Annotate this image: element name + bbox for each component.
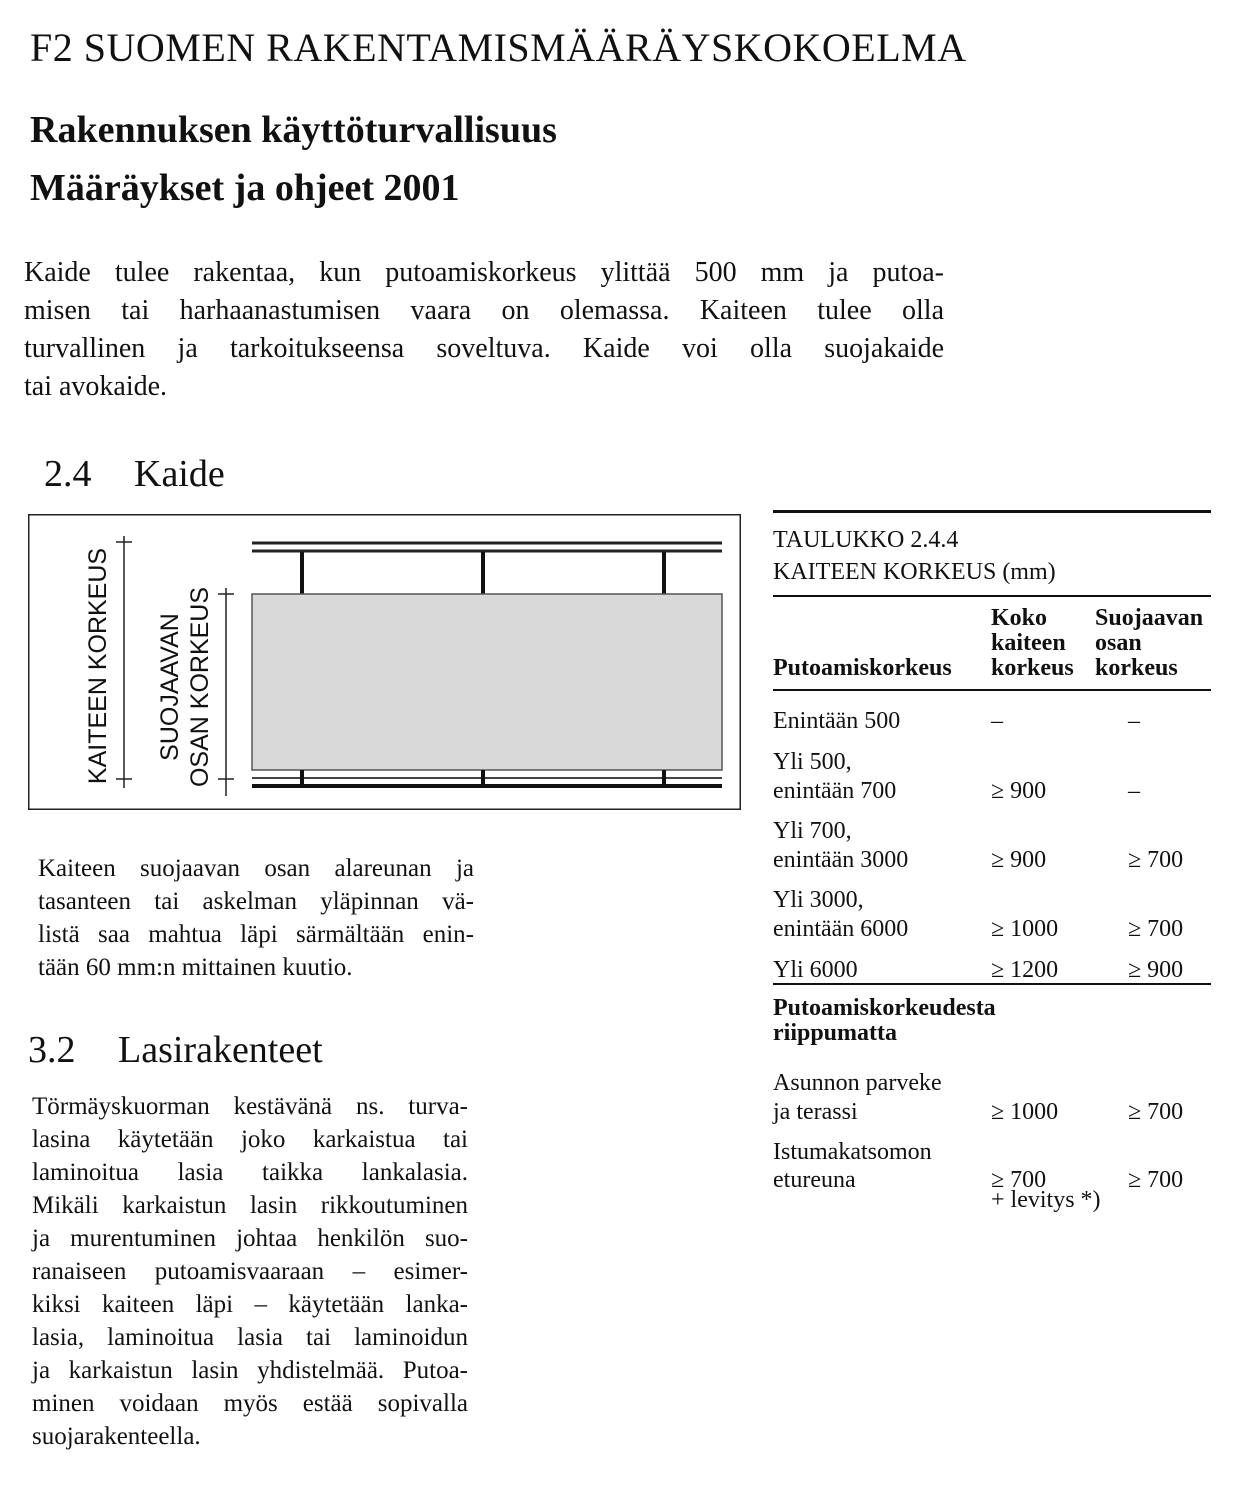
table-row-label: Yli 3000, [773,887,864,913]
table-cell-total: ≥ 700 [991,1167,1047,1193]
column-header-fall-height: Putoamiskorkeus [773,655,952,681]
railing-diagram [28,514,741,810]
table-cell-total-note: + levitys *) [991,1187,1101,1213]
section-title: Kaide [134,453,225,495]
paragraph-line: minen voidaan myös estää sopivalla [32,1390,468,1417]
paragraph-line: ja murentuminen johtaa henkilön suo- [32,1225,468,1252]
paragraph-line: lasina käytetään joko karkaistua tai [32,1126,468,1153]
paragraph-line: kiksi kaiteen läpi – käytetään lanka- [32,1291,468,1318]
table-row-label: Yli 700, [773,818,852,844]
table-row-label: Enintään 500 [773,708,901,734]
railing-diagram-svg [28,514,741,810]
table-caption-rule [773,595,1211,597]
table-cell-total: ≥ 900 [991,778,1047,804]
table-cell-guard: ≥ 700 [1128,847,1184,873]
document-header: F2 SUOMEN RAKENTAMISMÄÄRÄYSKOKOELMA [30,25,967,70]
table-cell-guard: ≥ 700 [1128,916,1184,942]
table-cell-guard: ≥ 900 [1128,957,1184,983]
column-header-total: korkeus [991,655,1074,681]
table-cell-total: ≥ 1000 [991,916,1059,942]
table-caption: KAITEEN KORKEUS (mm) [773,559,1056,585]
table-cell-guard: – [1128,708,1140,734]
column-header-guard: osan [1095,630,1142,656]
table-row-label: enintään 700 [773,778,897,804]
table-cell-total: ≥ 900 [991,847,1047,873]
paragraph-line: Törmäyskuorman kestävänä ns. turva- [32,1093,468,1120]
document-title: Rakennuksen käyttöturvallisuus [30,109,557,151]
intro-line: turvallinen ja tarkoitukseensa soveltuva. Kaide voi olla suojakaide [24,333,944,364]
paragraph-line: Kaiteen suojaavan osan alareunan ja [38,855,474,882]
table-row-label: ja terassi [773,1099,858,1125]
intro-paragraph [24,254,944,406]
table-cell-guard: – [1128,778,1140,804]
section-number: 3.2 [28,1029,76,1071]
lasi-paragraph [32,1090,468,1453]
paragraph-line: tasanteen tai askelman yläpinnan vä- [38,888,474,915]
paragraph-line: listä saa mahtua läpi särmältään enin- [38,921,474,948]
kaide-note-paragraph [38,852,474,984]
table-subheader: riippumatta [773,1020,898,1046]
intro-line: misen tai harhaanastumisen vaara on olemassa. Kaiteen tulee olla [24,295,944,326]
table-subheader: Putoamiskorkeudesta [773,995,996,1021]
guard-panel [252,594,722,770]
table-cell-guard: ≥ 700 [1128,1099,1184,1125]
paragraph-line: ranaiseen putoamisvaaraan – esimer- [32,1258,468,1285]
document-subtitle: Määräykset ja ohjeet 2001 [30,167,460,209]
paragraph-line: tään 60 mm:n mittainen kuutio. [38,954,353,981]
table-cell-total: – [991,708,1003,734]
table-row-label: Istumakatsomon [773,1139,932,1165]
table-caption: TAULUKKO 2.4.4 [773,527,959,553]
table-row-label: Asunnon parveke [773,1070,942,1096]
intro-line: Kaide tulee rakentaa, kun putoamiskorkeus ylittää 500 mm ja putoa- [24,257,944,288]
table-row-label: enintään 6000 [773,916,909,942]
table-row-label: enintään 3000 [773,847,909,873]
table-cell-total: ≥ 1000 [991,1099,1059,1125]
paragraph-line: suojarakenteella. [32,1423,201,1450]
column-header-guard: Suojaavan [1095,605,1204,631]
table-header-rule [773,689,1211,691]
intro-line: tai avokaide. [24,371,168,402]
table-row-label: etureuna [773,1167,856,1193]
guard-height-label-line1: SUOJAAVAN [156,613,184,761]
column-header-total: kaiteen [991,630,1066,656]
table-cell-total: ≥ 1200 [991,957,1059,983]
table-top-rule [773,510,1211,513]
paragraph-line: ja karkaistun lasin yhdistelmää. Putoa- [32,1357,468,1384]
paragraph-line: Mikäli karkaistun lasin rikkoutuminen [32,1192,468,1219]
total-height-label: KAITEEN KORKEUS [84,547,112,785]
section-heading-lasi [28,1028,323,1072]
table-row-label: Yli 6000 [773,957,858,983]
section-number: 2.4 [44,453,92,495]
section-heading-kaide [44,452,225,496]
table-section-rule [773,983,1211,985]
paragraph-line: laminoitua lasia taikka lankalasia. [32,1159,468,1186]
table-cell-guard: ≥ 700 [1128,1167,1184,1193]
column-header-total: Koko [991,605,1048,631]
paragraph-line: lasia, laminoitua lasia tai laminoidun [32,1324,468,1351]
section-title: Lasirakenteet [118,1029,323,1071]
column-header-guard: korkeus [1095,655,1178,681]
guard-height-label-line2: OSAN KORKEUS [186,586,214,788]
table-row-label: Yli 500, [773,749,852,775]
